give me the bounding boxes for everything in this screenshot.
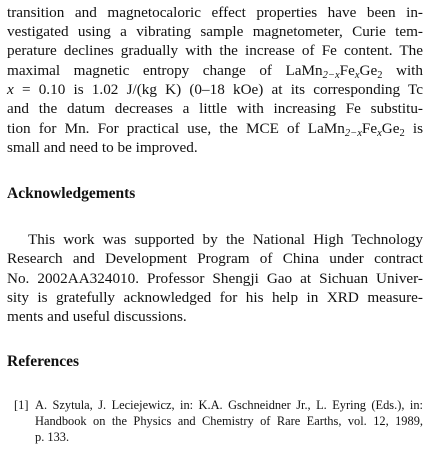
text-run: is — [404, 120, 423, 137]
text-run: maximal magnetic entropy change of LaMn — [7, 62, 323, 79]
body-text-line: transition and magnetocaloric effect properties have been in- — [7, 4, 423, 21]
reference-number: [1] — [14, 398, 29, 412]
reference-line: p. 133. — [35, 430, 70, 444]
body-text-line: No. 2002AA324010. Professor Shengji Gao at Sichuan Univer- — [7, 270, 423, 287]
text-run: Ge — [381, 120, 400, 137]
body-text-line: ments and useful discussions. — [7, 308, 187, 325]
subscript: 2−x — [344, 128, 362, 139]
reference-line: A. Szytula, J. Leciejewicz, in: K.A. Gschneidner Jr., L. Eyring (Eds.), in: — [35, 398, 423, 412]
body-text-line: perature declines gradually with the increase of Fe content. The — [7, 42, 423, 59]
subscript: 2−x — [322, 70, 340, 81]
reference-line: Handbook on the Physics and Chemistry of Rare Earths, vol. 12, 1989, — [35, 414, 423, 428]
subscript: 2 — [377, 70, 383, 81]
subscript: x — [377, 128, 382, 139]
text-run: Fe — [339, 62, 355, 79]
text-run: Fe — [361, 120, 378, 137]
body-text-line — [7, 80, 423, 99]
section-heading-acknowledgements: Acknowledgements — [7, 185, 136, 202]
text-run: tion for Mn. For practical use, the MCE of LaMn — [7, 120, 345, 137]
subscript: 2 — [399, 128, 405, 139]
section-heading-references: References — [7, 353, 80, 370]
text-run: with — [382, 62, 423, 79]
body-text-line: This work was supported by the National High Technology — [28, 231, 423, 248]
body-text-line: vestigated using a vibrating sample magnetometer, Curie tem- — [7, 23, 423, 40]
body-text-line: small and need to be improved. — [7, 139, 198, 156]
text-run: = 0.10 is 1.02 J/(kg K) (0–18 kOe) at its corresponding Tc — [13, 81, 423, 98]
math-variable: x — [7, 81, 14, 98]
subscript: x — [354, 70, 360, 81]
body-text-line: Research and Development Program of China under contract — [7, 250, 423, 267]
text-run: Ge — [359, 62, 378, 79]
body-text-line: and the datum decreases a little with increasing Fe substitu- — [7, 100, 423, 117]
body-text-line: sity is gratefully acknowledged for his help in XRD measure- — [7, 289, 423, 306]
